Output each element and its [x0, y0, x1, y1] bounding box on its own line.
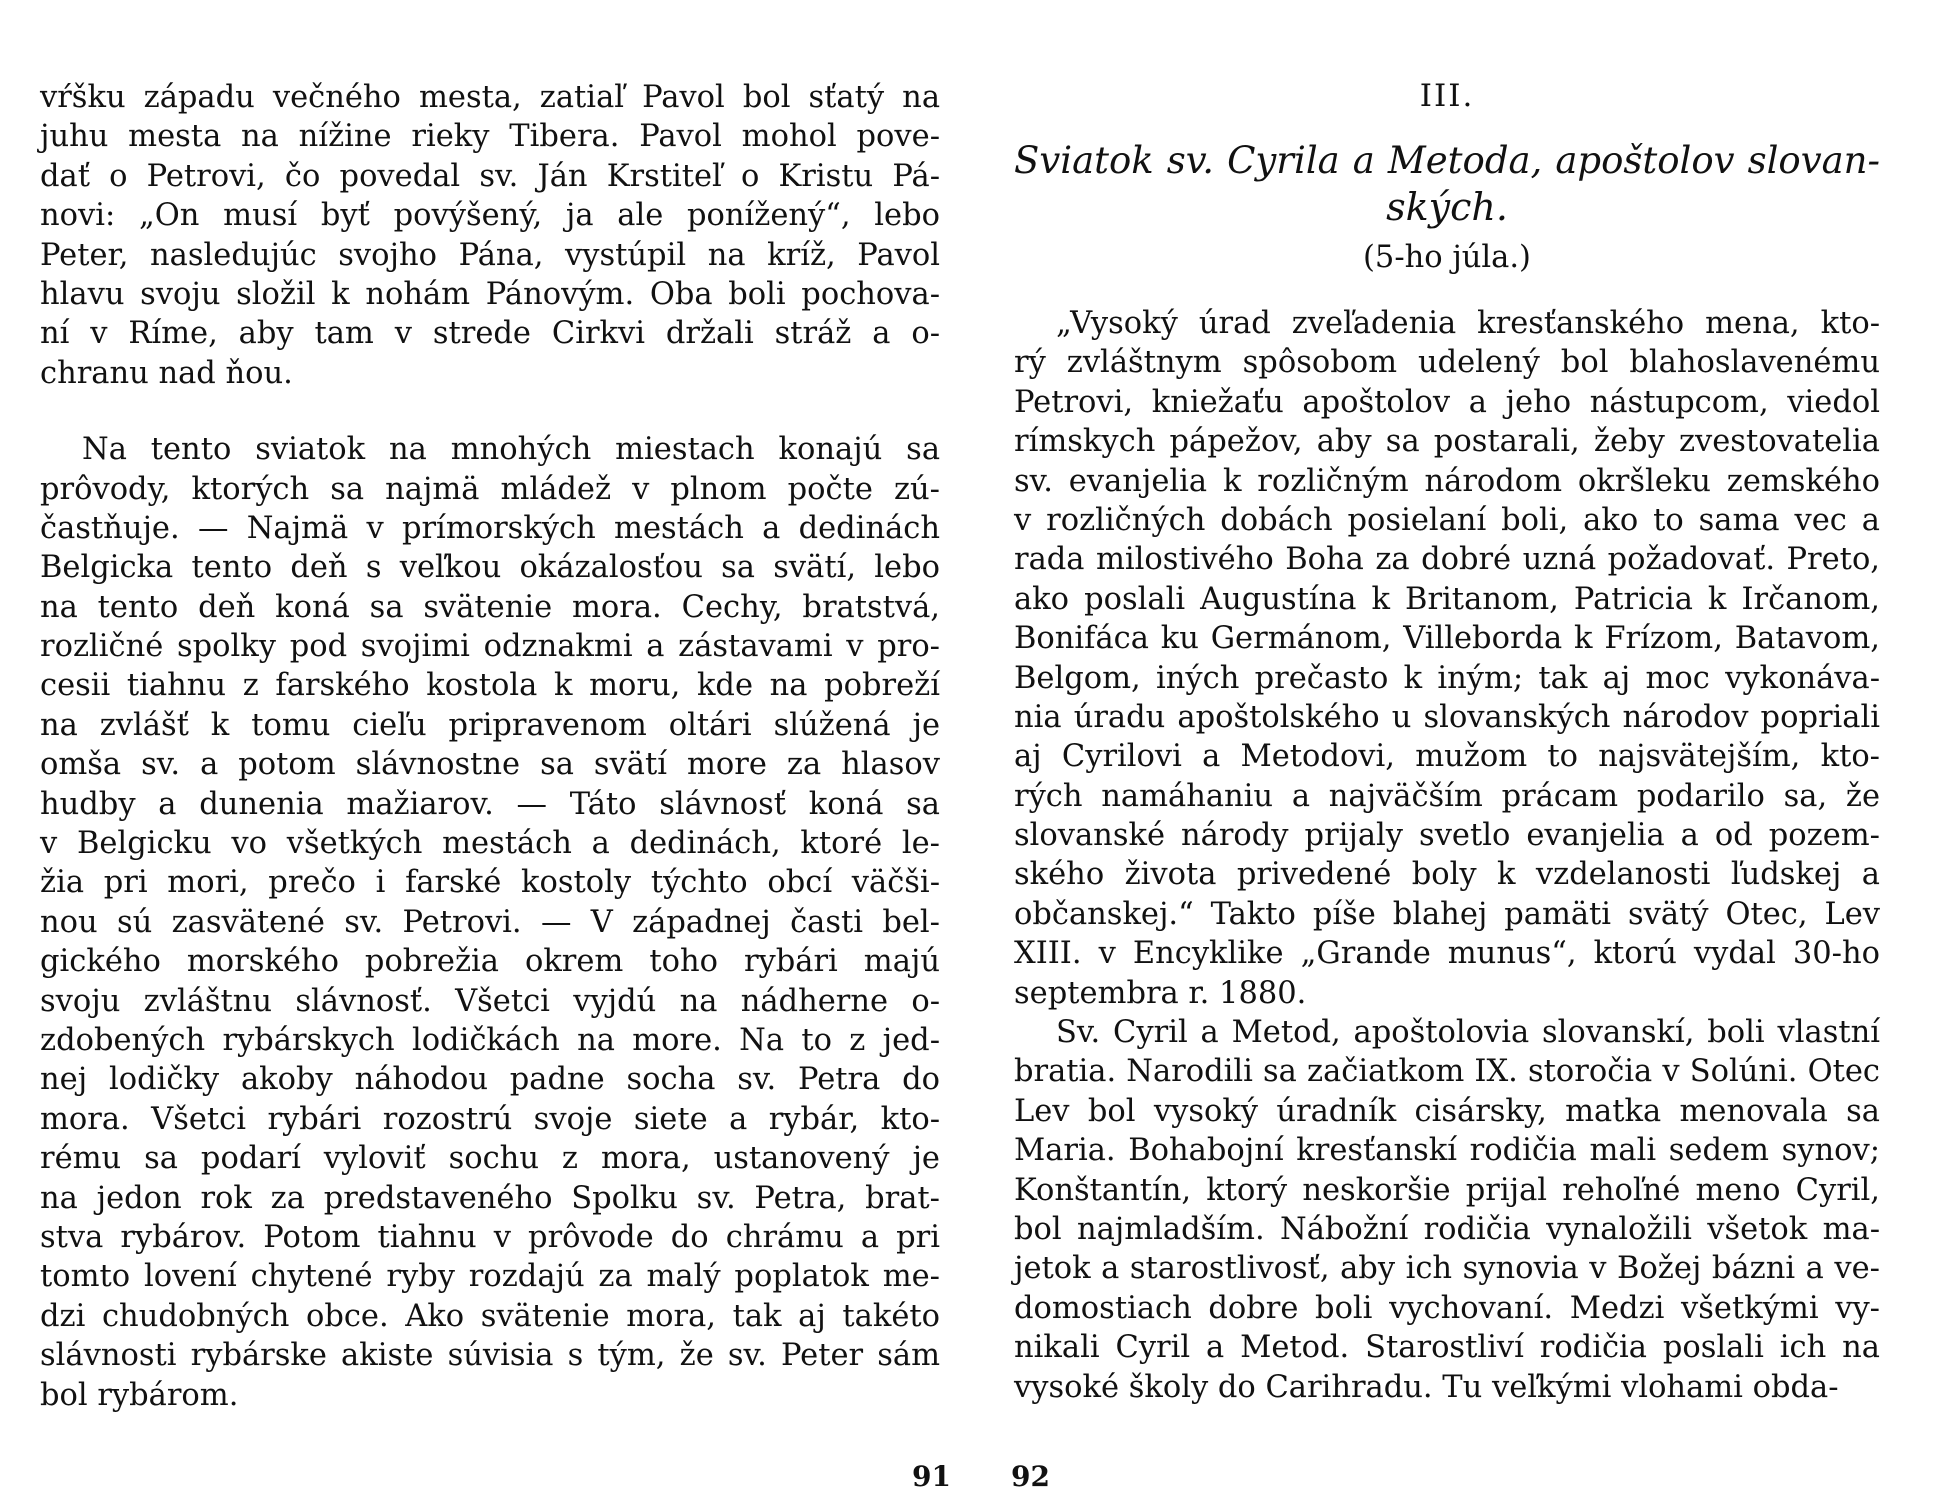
text-line: septembra r. 1880.	[1014, 975, 1307, 1011]
text-line: dať o Petrovi, čo povedal sv. Ján Krstiteľ o Kristu Pá-	[40, 158, 940, 194]
text-line: ako poslali Augustína k Britanom, Patricia k Irčanom,	[1014, 581, 1880, 617]
text-line: novi: „On musí byť povýšený, ja ale ponížený“, lebo	[40, 198, 940, 234]
text-line: nou sú zasvätené sv. Petrovi. — V západnej časti bel-	[40, 904, 940, 940]
text-line: hlavu svoju složil k nohám Pánovým. Oba boli pochova-	[40, 276, 940, 312]
text-line: Maria. Bohabojní kresťanskí rodičia mali sedem synov;	[1014, 1133, 1880, 1169]
text-line: cesii tiahnu z farského kostola k moru, kde na pobreží	[40, 668, 940, 704]
chapter-number: III.	[1419, 78, 1475, 114]
text-line: juhu mesta na nížine rieky Tibera. Pavol mohol pove-	[40, 119, 940, 155]
text-line: Peter, nasledujúc svojho Pána, vystúpil na kríž, Pavol	[40, 237, 940, 273]
text-line: nikali Cyril a Metod. Starostliví rodičia poslali ich na	[1014, 1330, 1880, 1366]
text-line: bol najmladším. Nábožní rodičia vynaložili všetok ma-	[1014, 1211, 1880, 1247]
chapter-title-line: ských.	[1386, 185, 1508, 229]
text-line: rých namáhaniu a najväčším prácam podarilo sa, že	[1014, 778, 1880, 814]
chapter-body	[1014, 304, 1880, 1407]
text-line: Konštantín, ktorý neskoršie prijal rehoľné meno Cyril,	[1014, 1172, 1880, 1208]
text-line: Belgom, iných prečasto k iným; tak aj moc vykonáva-	[1014, 660, 1880, 696]
chapter-date: (5-ho júla.)	[1363, 240, 1531, 275]
left-page-text	[40, 78, 940, 1415]
text-line: svoju zvláštnu slávnosť. Všetci vyjdú na nádherne o-	[40, 983, 940, 1019]
text-line: občanskej.“ Takto píše blahej pamäti svätý Otec, Lev	[1014, 896, 1880, 932]
text-line: na tento deň koná sa svätenie mora. Cechy, bratstvá,	[40, 589, 940, 625]
page-number-left: 91	[912, 1460, 951, 1493]
text-line: na jedon rok za predstaveného Spolku sv. Petra, brat-	[40, 1180, 940, 1216]
text-line: ní v Ríme, aby tam v strede Cirkvi držali stráž a o-	[40, 316, 940, 352]
text-line: rímskych pápežov, aby sa postarali, žeby zvestovatelia	[1014, 424, 1880, 460]
text-line: Bonifáca ku Germánom, Villeborda k Frízom, Batavom,	[1014, 621, 1880, 657]
right-page	[967, 0, 1934, 1500]
text-line: XIII. v Encyklike „Grande munus“, ktorú vydal 30-ho	[1014, 936, 1880, 972]
text-line: častňuje. — Najmä v prímorských mestách a dedinách	[40, 510, 940, 546]
text-line: žia pri mori, prečo i farské kostoly týchto obcí väčši-	[40, 865, 940, 901]
text-line: nia úradu apoštolského u slovanských národov popriali	[1014, 699, 1880, 735]
text-line: gického morského pobrežia okrem toho rybári majú	[40, 944, 940, 980]
text-line: ského života privedené boly k vzdelanosti ľudskej a	[1014, 857, 1880, 893]
text-line: v Belgicku vo všetkých mestách a dedinách, ktoré le-	[40, 826, 940, 862]
text-line: bol rybárom.	[40, 1377, 239, 1413]
text-line: na zvlášť k tomu cieľu pripravenom oltári slúžená je	[40, 707, 940, 743]
text-line: rému sa podarí vyloviť sochu z mora, ustanovený je	[40, 1141, 940, 1177]
paragraph	[40, 430, 940, 1415]
paragraph	[1014, 304, 1880, 1013]
right-page-text	[1014, 78, 1880, 1407]
text-line: slovanské národy prijaly svetlo evanjelia a od pozem-	[1014, 818, 1880, 854]
text-line: jetok a starostlivosť, aby ich synovia v Božej bázni a ve-	[1014, 1251, 1880, 1287]
page-number-right: 92	[1011, 1460, 1050, 1493]
text-line: chranu nad ňou.	[40, 355, 293, 391]
text-line: nej lodičky akoby náhodou padne socha sv. Petra do	[40, 1062, 940, 1098]
text-line: vysoké školy do Carihradu. Tu veľkými vlohami obda-	[1014, 1369, 1839, 1405]
text-line: tomto lovení chytené ryby rozdajú za malý poplatok me-	[40, 1259, 940, 1295]
text-line: slávnosti rybárske akiste súvisia s tým, že sv. Peter sám	[40, 1338, 940, 1374]
text-line: prôvody, ktorých sa najmä mládež v plnom počte zú-	[40, 471, 940, 507]
text-line: mora. Všetci rybári rozostrú svoje siete a rybár, kto-	[40, 1101, 940, 1137]
text-line: stva rybárov. Potom tiahnu v prôvode do chrámu a pri	[40, 1219, 940, 1255]
text-line: rozličné spolky pod svojimi odznakmi a zástavami v pro-	[40, 629, 940, 665]
text-line: Belgicka tento deň s veľkou okázalosťou sa svätí, lebo	[40, 550, 940, 586]
text-line: omša sv. a potom slávnostne sa svätí more za hlasov	[40, 747, 940, 783]
text-line: Petrovi, kniežaťu apoštolov a jeho nástupcom, viedol	[1014, 384, 1880, 420]
text-line: Sv. Cyril a Metod, apoštolovia slovanskí, boli vlastní	[1056, 1015, 1880, 1051]
text-line: dzi chudobných obce. Ako svätenie mora, tak aj takéto	[40, 1298, 940, 1334]
paragraph-gap	[40, 393, 940, 430]
text-line: vŕšku západu večného mesta, zatiaľ Pavol bol sťatý na	[40, 80, 940, 115]
text-line: bratia. Narodili sa začiatkom IX. storočia v Solúni. Otec	[1014, 1054, 1880, 1090]
text-line: „Vysoký úrad zveľadenia kresťanského mena, kto-	[1056, 306, 1880, 341]
text-line: v rozličných dobách posielaní boli, ako to sama vec a	[1014, 502, 1880, 538]
text-line: Lev bol vysoký úradník cisársky, matka menovala sa	[1014, 1093, 1880, 1129]
paragraph	[40, 78, 940, 393]
text-line: rada milostivého Boha za dobré uzná požadovať. Preto,	[1014, 542, 1880, 578]
text-line: rý zvláštnym spôsobom udelený bol blahoslavenému	[1014, 345, 1880, 381]
text-line: hudby a dunenia mažiarov. — Táto slávnosť koná sa	[40, 786, 940, 822]
text-line: sv. evanjelia k rozličným národom okršleku zemského	[1014, 463, 1880, 499]
text-line: domostiach dobre boli vychovaní. Medzi všetkými vy-	[1014, 1290, 1880, 1326]
text-line: Na tento sviatok na mnohých miestach konajú sa	[82, 432, 940, 468]
paragraph	[1014, 1013, 1880, 1407]
text-line: aj Cyrilovi a Metodovi, mužom to najsvätejším, kto-	[1014, 739, 1880, 775]
text-line: zdobených rybárskych lodičkách na more. Na to z jed-	[40, 1022, 940, 1058]
chapter-title-line: Sviatok sv. Cyrila a Metoda, apoštolov slovan-	[1014, 139, 1880, 182]
